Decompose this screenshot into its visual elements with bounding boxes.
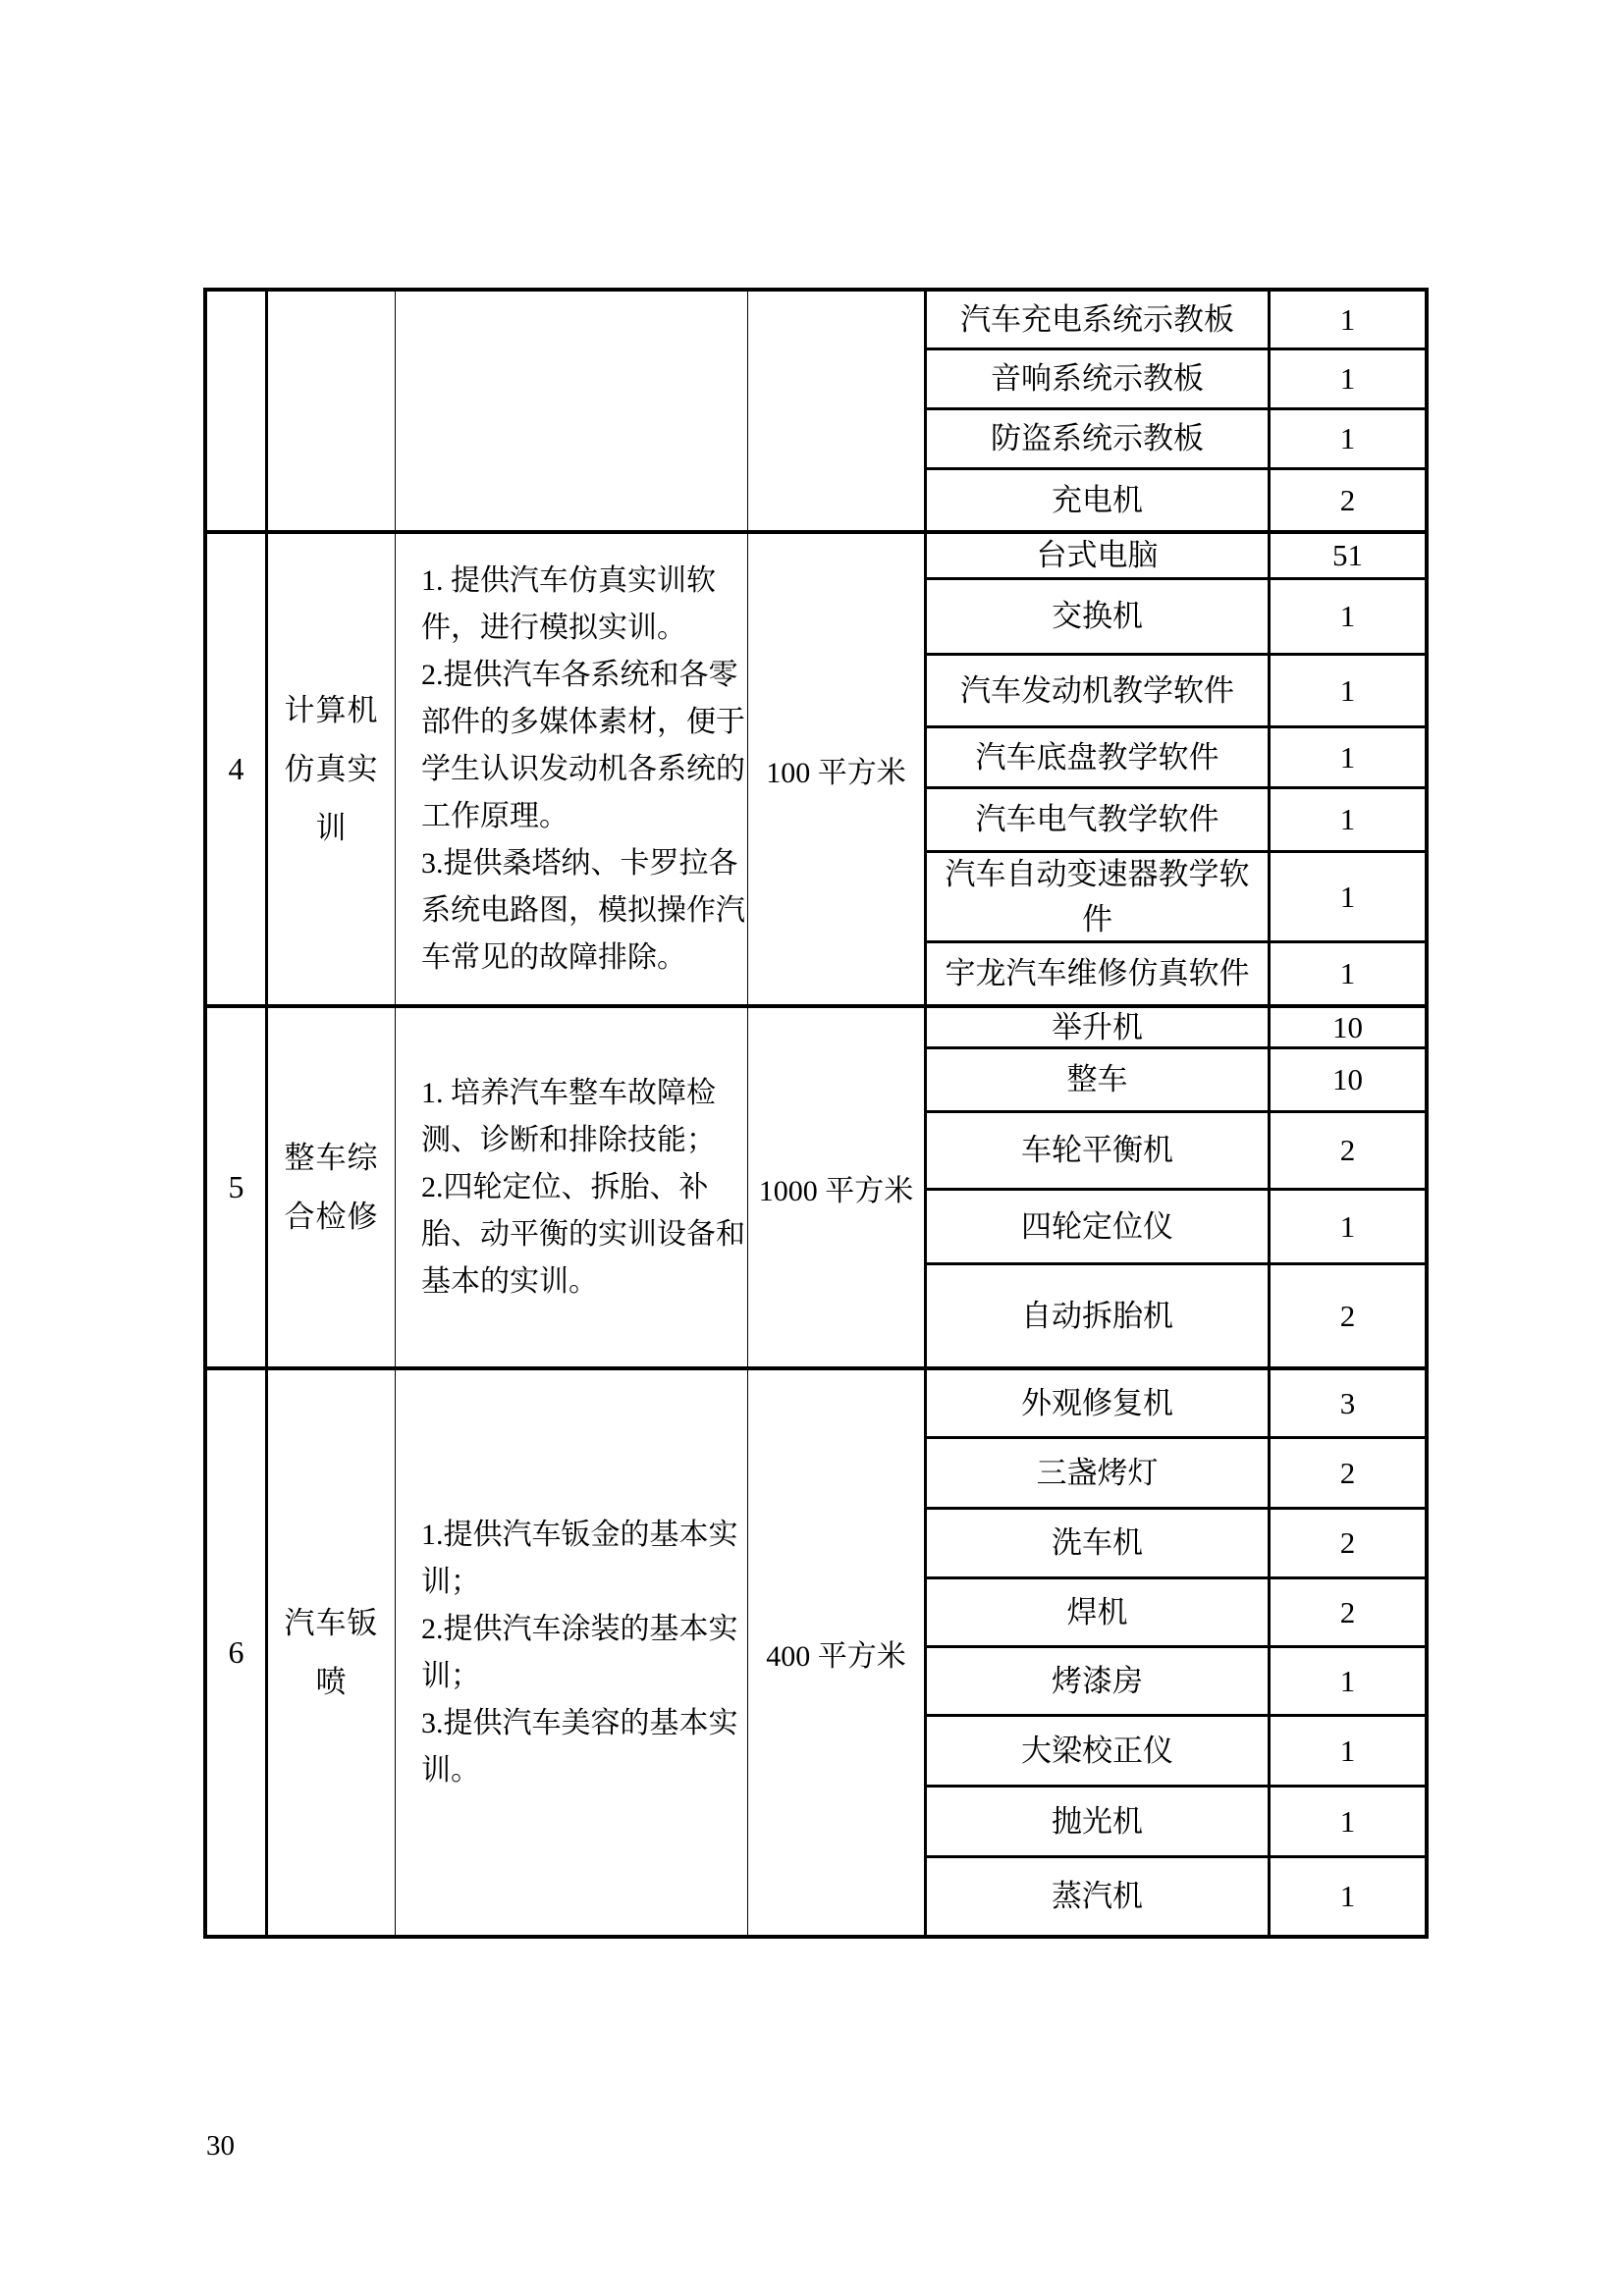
description-item: 1.提供汽车钣金的基本实训； (421, 1518, 738, 1598)
equipment-qty: 1 (1339, 1663, 1356, 1698)
equipment-name: 汽车发动机教学软件 (927, 656, 1271, 725)
row-area: 100 平方米 (766, 756, 906, 789)
description-item: 1. 提供汽车仿真实训软件，进行模拟实训。 (421, 563, 716, 644)
equipment-row (927, 728, 1425, 789)
row-area: 1000 平方米 (758, 1174, 914, 1207)
equipment-name: 汽车自动变速器教学软件 (927, 853, 1271, 940)
equipment-qty: 1 (1339, 802, 1356, 836)
equipment-qty: 2 (1339, 1455, 1356, 1490)
description-item: 3.提供汽车美容的基本实训。 (421, 1706, 738, 1787)
equipment-name: 防盗系统示教板 (927, 410, 1271, 467)
row-number: 5 (228, 1169, 244, 1204)
equipment-qty: 10 (1332, 1009, 1363, 1044)
equipment-row (927, 1370, 1425, 1439)
equipment-qty: 2 (1339, 1298, 1356, 1333)
equipment-row (927, 410, 1425, 470)
equipment-name: 台式电脑 (927, 534, 1271, 577)
page-number: 30 (206, 2130, 235, 2162)
equipment-row (927, 1717, 1425, 1788)
equipment-name: 抛光机 (927, 1788, 1271, 1855)
equipment-qty: 2 (1339, 482, 1356, 517)
equipment-qty: 1 (1339, 421, 1356, 455)
row-area-cell (748, 1008, 927, 1366)
row-area-cell (748, 534, 927, 1004)
equipment-name: 洗车机 (927, 1510, 1271, 1576)
row-name: 汽车钣喷 (284, 1605, 379, 1699)
equipment-name: 蒸汽机 (927, 1858, 1271, 1935)
description-item: 3.提供桑塔纳、卡罗拉各系统电路图，模拟操作汽车常见的故障排除。 (421, 846, 745, 974)
equipment-qty: 1 (1339, 599, 1356, 633)
equipment-qty: 2 (1339, 1525, 1356, 1560)
equipment-name: 四轮定位仪 (927, 1191, 1271, 1262)
row-area: 400 平方米 (766, 1639, 906, 1673)
row-name-cell (268, 1370, 396, 1935)
equipment-qty: 1 (1339, 1733, 1356, 1768)
table-row-group-continuation (207, 292, 1425, 530)
row-number-cell (207, 534, 268, 1004)
equipment-row (927, 292, 1425, 350)
equipment-row (927, 789, 1425, 853)
equipment-qty: 1 (1339, 739, 1356, 774)
equipment-name: 整车 (927, 1049, 1271, 1110)
equipment-name: 汽车充电系统示教板 (927, 292, 1271, 347)
equipment-name: 交换机 (927, 580, 1271, 653)
row-area-cell (748, 1370, 927, 1935)
equipment-row (927, 1008, 1425, 1049)
row-description-cell (396, 1008, 748, 1366)
row-name-cell (268, 1008, 396, 1366)
equipment-qty: 1 (1339, 879, 1356, 914)
equipment-qty: 1 (1339, 672, 1356, 708)
equipment-row (927, 1265, 1425, 1366)
equipment-row (927, 534, 1425, 580)
row-area-cell (748, 292, 927, 530)
row-name: 整车综合检修 (284, 1140, 379, 1234)
equipment-name: 大梁校正仪 (927, 1717, 1271, 1785)
equipment-name: 车轮平衡机 (927, 1113, 1271, 1188)
equipment-row (927, 1858, 1425, 1935)
equipment-row (927, 1439, 1425, 1510)
row-number: 4 (228, 751, 244, 786)
equipment-name: 汽车电气教学软件 (927, 789, 1271, 850)
row-description-cell (396, 534, 748, 1004)
row-number: 6 (228, 1634, 244, 1670)
equipment-qty: 1 (1339, 1208, 1356, 1244)
equipment-name: 汽车底盘教学软件 (927, 728, 1271, 786)
equipment-qty: 1 (1339, 1803, 1356, 1839)
equipment-qty: 1 (1339, 956, 1356, 990)
equipment-row (927, 656, 1425, 728)
equipment-row (927, 1788, 1425, 1858)
equipment-qty: 1 (1339, 361, 1356, 396)
equipment-row (927, 1579, 1425, 1648)
table-row-group-4 (207, 530, 1425, 1004)
row-name: 计算机仿真实训 (284, 692, 379, 845)
equipment-row (927, 853, 1425, 943)
equipment-name: 三盏烤灯 (927, 1439, 1271, 1507)
equipment-row (927, 1113, 1425, 1191)
description-item: 2.提供汽车各系统和各零部件的多媒体素材，便于学生认识发动机各系统的工作原理。 (421, 658, 745, 832)
row-name-cell (268, 534, 396, 1004)
equipment-list (927, 1370, 1425, 1935)
row-description-cell (396, 292, 748, 530)
row-number-cell (207, 292, 268, 530)
equipment-qty: 51 (1332, 538, 1363, 572)
description-item: 2.四轮定位、拆胎、补胎、动平衡的实训设备和基本的实训。 (421, 1170, 745, 1298)
equipment-name: 焊机 (927, 1579, 1271, 1645)
equipment-row (927, 1191, 1425, 1265)
equipment-name: 自动拆胎机 (927, 1265, 1271, 1366)
equipment-row (927, 470, 1425, 530)
equipment-qty: 2 (1339, 1133, 1356, 1167)
equipment-list (927, 292, 1425, 530)
equipment-name: 外观修复机 (927, 1370, 1271, 1436)
description-item: 1. 培养汽车整车故障检测、诊断和排除技能； (421, 1076, 716, 1156)
equipment-qty: 3 (1339, 1385, 1356, 1420)
row-number-cell (207, 1008, 268, 1366)
table-row-group-5 (207, 1004, 1425, 1366)
equipment-qty: 1 (1339, 301, 1356, 337)
equipment-row (927, 943, 1425, 1004)
equipment-row (927, 1049, 1425, 1113)
table-row-group-6 (207, 1366, 1425, 1935)
row-number-cell (207, 1370, 268, 1935)
equipment-name: 音响系统示教板 (927, 350, 1271, 407)
equipment-name: 充电机 (927, 470, 1271, 530)
row-description-cell (396, 1370, 748, 1935)
equipment-qty: 10 (1332, 1062, 1363, 1096)
row-name-cell (268, 292, 396, 530)
equipment-name: 举升机 (927, 1008, 1271, 1046)
equipment-qty: 2 (1339, 1594, 1356, 1629)
equipment-row (927, 580, 1425, 656)
equipment-list (927, 534, 1425, 1004)
equipment-row (927, 350, 1425, 410)
equipment-name: 宇龙汽车维修仿真软件 (927, 943, 1271, 1004)
description-item: 2.提供汽车涂装的基本实训； (421, 1612, 738, 1692)
equipment-row (927, 1510, 1425, 1579)
equipment-qty: 1 (1339, 1879, 1356, 1913)
equipment-row (927, 1648, 1425, 1717)
equipment-table (203, 288, 1429, 1939)
equipment-name: 烤漆房 (927, 1648, 1271, 1714)
equipment-list (927, 1008, 1425, 1366)
